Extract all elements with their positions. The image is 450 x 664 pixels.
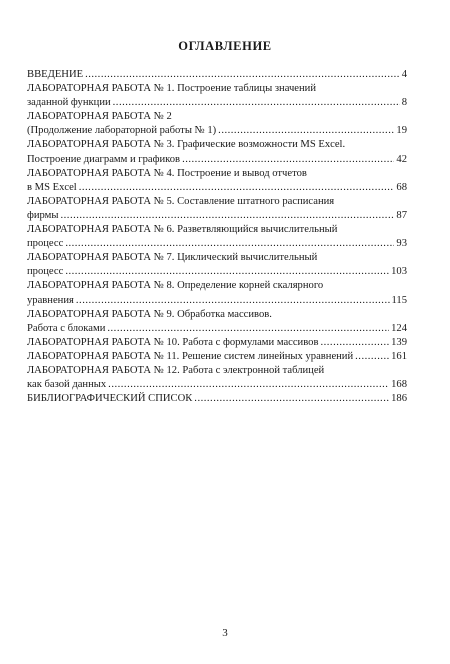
dot-leader xyxy=(218,124,394,138)
toc-page-number: 115 xyxy=(391,294,407,306)
toc-page-number: 19 xyxy=(396,125,407,137)
dot-leader xyxy=(113,96,400,110)
page-number: 3 xyxy=(222,627,228,639)
toc-entry-text: (Продолжение лабораторной работы № 1) xyxy=(27,125,217,137)
toc-entry xyxy=(27,308,407,336)
toc-entry-line xyxy=(27,294,407,308)
toc-entry-line xyxy=(27,110,407,124)
toc-entry-text: процесс xyxy=(27,238,64,250)
toc-entry-line xyxy=(27,209,407,223)
toc-entry-text: ЛАБОРАТОРНАЯ РАБОТА № 2 xyxy=(27,111,172,123)
toc-entry xyxy=(27,279,407,307)
toc-entry-text: Работа с блоками xyxy=(27,322,106,334)
toc-entry-text: уравнения xyxy=(27,294,74,306)
toc-entry xyxy=(27,82,407,110)
toc-page-number: 168 xyxy=(391,379,407,391)
toc-entry-text: ВВЕДЕНИЕ xyxy=(27,69,84,80)
toc-entry-line xyxy=(27,251,407,265)
dot-leader xyxy=(65,265,389,279)
toc-page-number: 42 xyxy=(396,153,407,165)
toc-entry-text: ЛАБОРАТОРНАЯ РАБОТА № 6. Разветвляющийся вычислительный xyxy=(27,224,338,236)
dot-leader xyxy=(76,294,390,308)
toc-entry xyxy=(27,138,407,166)
toc-entry-line xyxy=(27,336,407,350)
toc-entry-text: ЛАБОРАТОРНАЯ РАБОТА № 12. Работа с электронной таблицей xyxy=(27,364,325,376)
toc-entry xyxy=(27,110,407,138)
toc-entry xyxy=(27,251,407,279)
toc-page-number: 87 xyxy=(396,209,407,221)
toc-entry-text: заданной функции xyxy=(27,97,111,109)
dot-leader xyxy=(61,209,395,223)
dot-leader xyxy=(65,237,394,251)
toc-entry-line xyxy=(27,96,407,110)
toc-entry-line xyxy=(27,68,407,82)
toc-entry-line xyxy=(27,195,407,209)
toc-entry-text: процесс xyxy=(27,266,64,278)
toc-entry-line xyxy=(27,82,407,96)
table-of-contents xyxy=(27,68,407,406)
toc-entry-line xyxy=(27,279,407,293)
toc-entry-line xyxy=(27,153,407,167)
toc-entry-line xyxy=(27,364,407,378)
toc-entry-text: ЛАБОРАТОРНАЯ РАБОТА № 8. Определение корней скалярного xyxy=(27,280,324,292)
toc-entry-line xyxy=(27,392,407,406)
toc-entry xyxy=(27,195,407,223)
toc-entry xyxy=(27,336,407,350)
dot-leader xyxy=(320,336,389,350)
dot-leader xyxy=(355,350,389,364)
toc-entry-text: ЛАБОРАТОРНАЯ РАБОТА № 11. Решение систем линейных уравнений xyxy=(27,350,354,362)
toc-entry-text: ЛАБОРАТОРНАЯ РАБОТА № 4. Построение и вывод отчетов xyxy=(27,167,307,179)
toc-entry xyxy=(27,223,407,251)
toc-entry-line xyxy=(27,322,407,336)
toc-page-number: 124 xyxy=(391,322,407,334)
toc-entry-text: ЛАБОРАТОРНАЯ РАБОТА № 10. Работа с формулами массивов xyxy=(27,336,319,348)
toc-entry-line xyxy=(27,378,407,392)
dot-leader xyxy=(85,68,400,82)
dot-leader xyxy=(107,322,389,336)
toc-entry-line xyxy=(27,237,407,251)
toc-entry-line xyxy=(27,308,407,322)
toc-entry-text: ЛАБОРАТОРНАЯ РАБОТА № 3. Графические возможности MS Excel. xyxy=(27,139,346,151)
toc-entry-line xyxy=(27,167,407,181)
dot-leader xyxy=(194,392,389,406)
toc-entry-line xyxy=(27,350,407,364)
toc-entry xyxy=(27,392,407,406)
dot-leader xyxy=(182,153,394,167)
toc-entry-text: фирмы xyxy=(27,209,59,221)
toc-entry-text: ЛАБОРАТОРНАЯ РАБОТА № 7. Циклический вычислительный xyxy=(27,252,318,264)
toc-entry-text: Построение диаграмм и графиков xyxy=(27,153,181,165)
toc-entry-text: БИБЛИОГРАФИЧЕСКИЙ СПИСОК xyxy=(27,393,193,405)
toc-title: ОГЛАВЛЕНИЕ xyxy=(178,39,272,53)
toc-entry xyxy=(27,68,407,82)
toc-entry xyxy=(27,167,407,195)
toc-entry-text: в MS Excel xyxy=(27,181,77,193)
toc-page-number: 93 xyxy=(396,238,407,250)
toc-entry-line xyxy=(27,124,407,138)
toc-entry xyxy=(27,364,407,392)
dot-leader xyxy=(108,378,389,392)
toc-entry-line xyxy=(27,265,407,279)
toc-page-number: 8 xyxy=(401,97,407,109)
dot-leader xyxy=(79,181,395,195)
toc-entry-line xyxy=(27,181,407,195)
toc-page-number: 103 xyxy=(391,266,407,278)
toc-page-number: 68 xyxy=(396,181,407,193)
toc-entry-text: ЛАБОРАТОРНАЯ РАБОТА № 5. Составление штатного расписания xyxy=(27,195,335,207)
toc-page-number: 4 xyxy=(401,69,407,80)
toc-page-number: 186 xyxy=(391,393,407,405)
toc-page-number: 161 xyxy=(391,350,407,362)
toc-entry-text: ЛАБОРАТОРНАЯ РАБОТА № 1. Построение таблицы значений xyxy=(27,83,317,95)
toc-entry-text: как базой данных xyxy=(27,379,107,391)
toc-entry xyxy=(27,350,407,364)
toc-entry-line xyxy=(27,138,407,152)
toc-entry-line xyxy=(27,223,407,237)
toc-entry-text: ЛАБОРАТОРНАЯ РАБОТА № 9. Обработка массивов. xyxy=(27,308,272,320)
toc-page-number: 139 xyxy=(391,336,407,348)
